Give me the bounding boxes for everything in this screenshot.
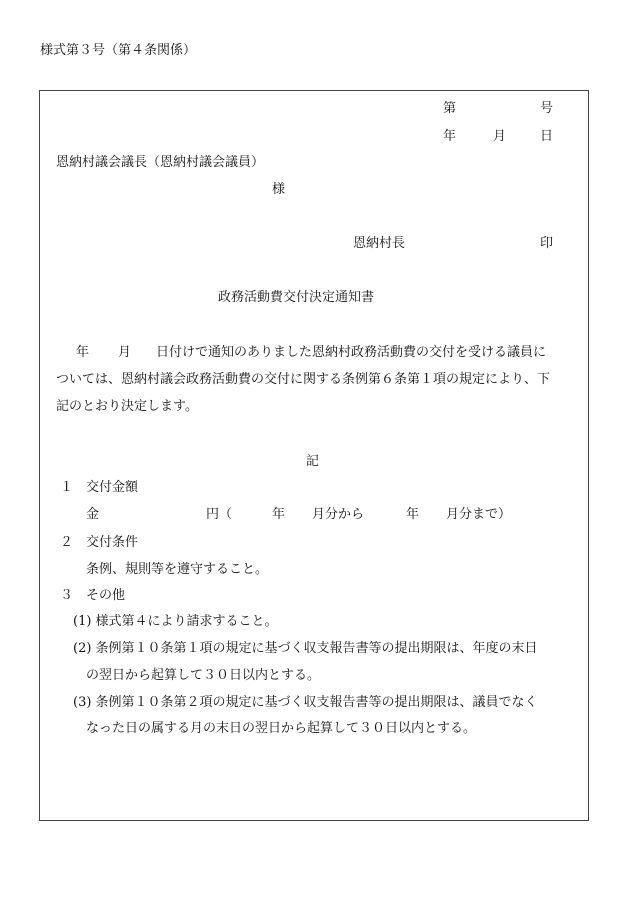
item-3-sub-2-line-2: の翌日から起算して３０日以内とする。 (86, 668, 321, 683)
body-line-1: 日付けで通知のありました恩納村政務活動費の交付を受ける議員に (156, 345, 547, 360)
date-month: 月 (493, 129, 507, 144)
form-label: 様式第３号（第４条関係） (40, 43, 197, 58)
date-day: 日 (540, 129, 554, 144)
period-start-month: 月分から (312, 507, 365, 522)
item-3-number: ３ (60, 588, 74, 603)
item-2-text: 条例、規則等を遵守すること。 (86, 562, 269, 577)
item-3-sub-3-line-2: なった日の属する月の末日の翌日から起算して３０日以内とする。 (86, 721, 477, 736)
item-3-sub-3-line-1: (3) 条例第１０条第２項の規定に基づく収支報告書等の提出期限は、議員でなく (73, 695, 538, 710)
amount-yen: 円（ (206, 507, 233, 522)
body-date-month: 月 (118, 345, 132, 360)
body-line-3: 記のとおり決定します。 (56, 399, 198, 414)
period-end-month: 月分まで） (446, 507, 512, 522)
item-3-label: その他 (86, 588, 126, 603)
period-end-year: 年 (406, 507, 420, 522)
body-line-2: ついては、恩納村議会政務活動費の交付に関する条例第６条第１項の規定により、下 (56, 372, 551, 387)
number-suffix: 号 (540, 101, 554, 116)
ki-heading: 記 (306, 454, 320, 469)
item-3-sub-2-line-1: (2) 条例第１０条第１項の規定に基づく収支報告書等の提出期限は、年度の末日 (73, 641, 538, 656)
period-start-year: 年 (272, 507, 286, 522)
addressee-honorific: 様 (272, 182, 286, 197)
body-date-year: 年 (76, 345, 90, 360)
number-prefix: 第 (443, 101, 457, 116)
item-3-sub-1: (1) 様式第４により請求すること。 (73, 614, 278, 629)
sender-name: 恩納村長 (353, 236, 406, 251)
seal-mark: 印 (540, 236, 554, 251)
addressee-name: 恩納村議会議長（恩納村議会議員） (56, 155, 265, 170)
item-2-number: ２ (60, 535, 74, 550)
item-1-label: 交付金額 (86, 480, 139, 495)
item-2-label: 交付条件 (86, 535, 139, 550)
date-year: 年 (443, 129, 457, 144)
document-title: 政務活動費交付決定通知書 (218, 290, 375, 305)
item-1-number: １ (60, 480, 74, 495)
amount-prefix: 金 (86, 507, 100, 522)
